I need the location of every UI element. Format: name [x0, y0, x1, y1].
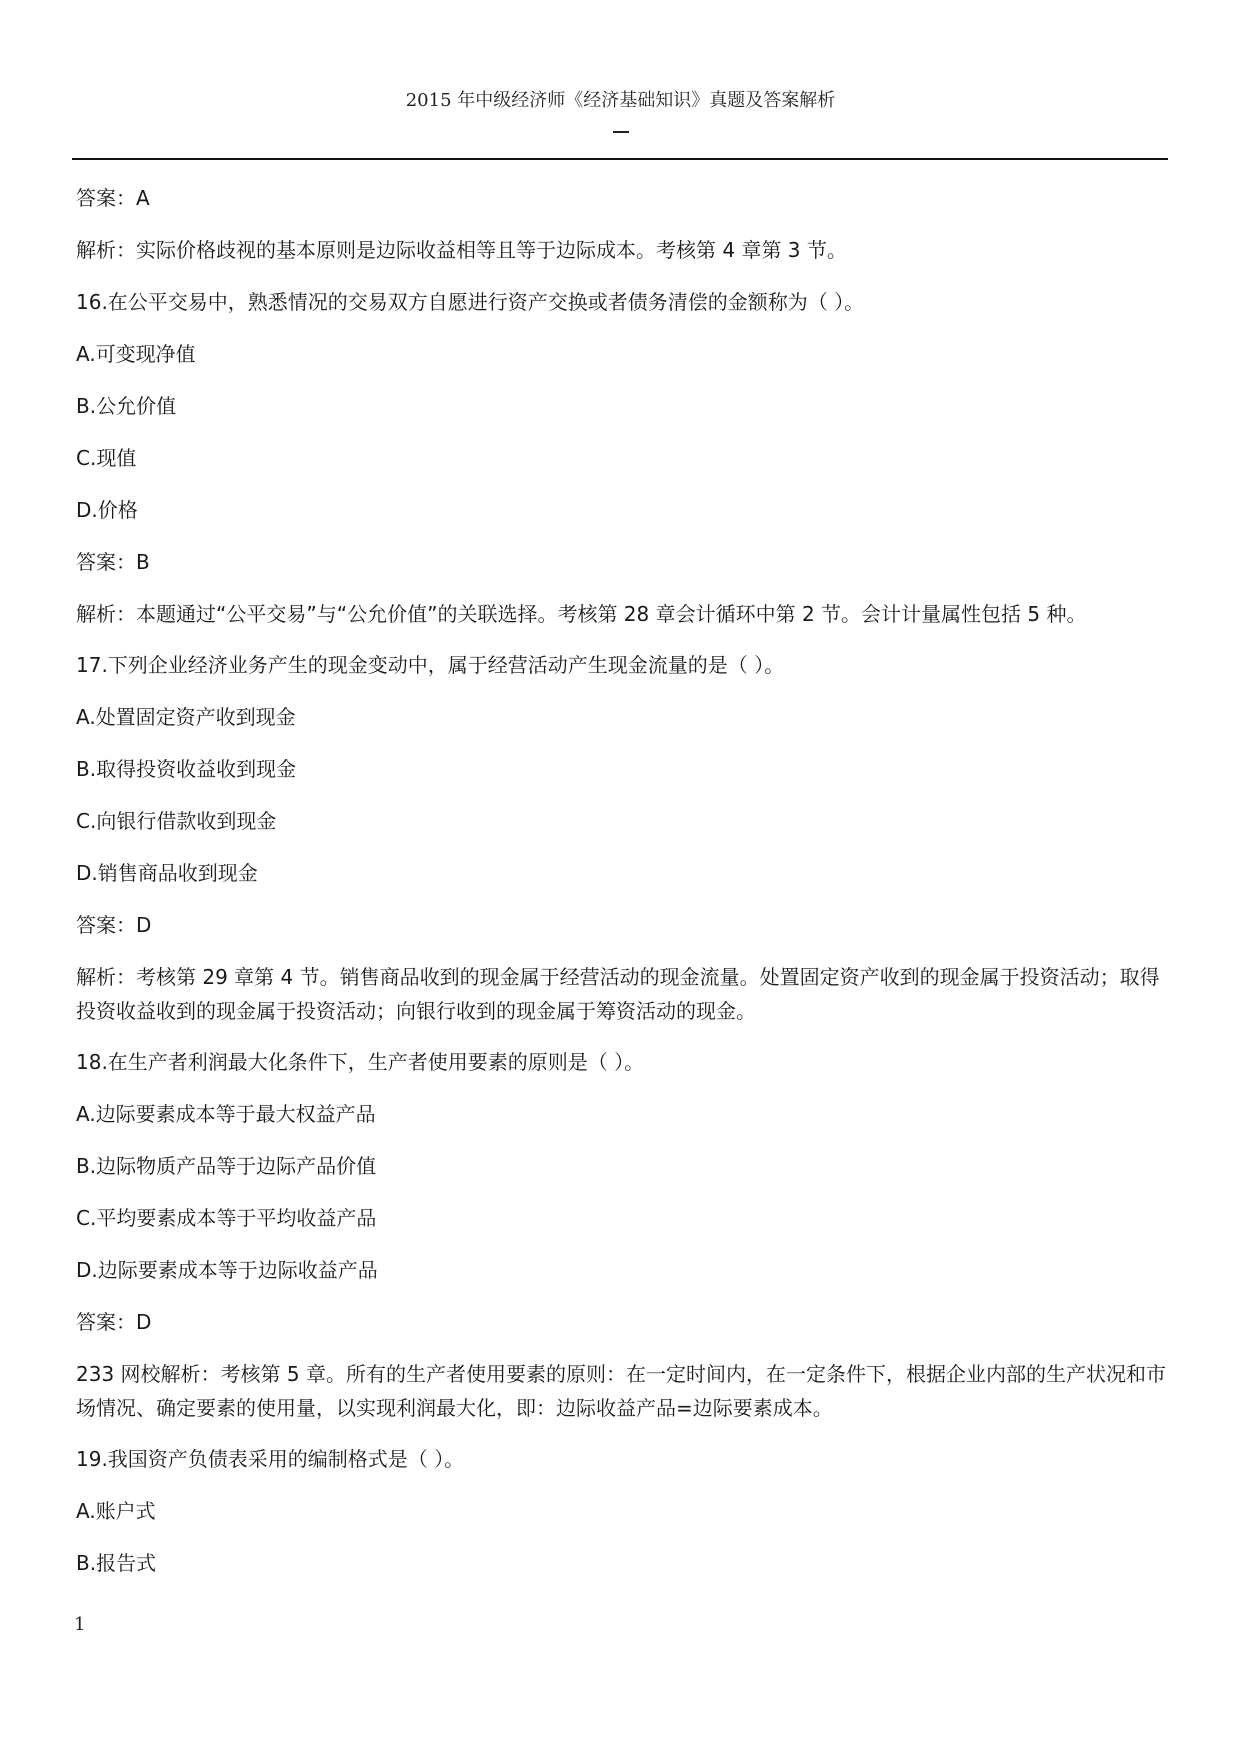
page-number: 1: [74, 1614, 86, 1635]
analysis-17: 解析：考核第 29 章第 4 节。销售商品收到的现金属于经营活动的现金流量。处置固定资产收到的现金属于投资活动；取得投资收益收到的现金属于投资活动；向银行收到的现金属于筹资活动的现金。: [76, 965, 1160, 1023]
answer-15: 答案：A: [76, 186, 150, 210]
option-16-d: D.价格: [76, 498, 138, 522]
option-18-d: D.边际要素成本等于边际收益产品: [76, 1258, 378, 1282]
analysis-18: 233 网校解析：考核第 5 章。所有的生产者使用要素的原则：在一定时间内，在一定条件下，根据企业内部的生产状况和市场情况、确定要素的使用量，以实现利润最大化，即：边际收益产品=边际要素成本。: [76, 1362, 1166, 1420]
answer-18: 答案：D: [76, 1310, 152, 1334]
option-18-a: A.边际要素成本等于最大权益产品: [76, 1102, 376, 1126]
analysis-16: 解析：本题通过“公平交易”与“公允价值”的关联选择。考核第 28 章会计循环中第 2 节。会计计量属性包括 5 种。: [76, 602, 1087, 626]
option-18-b: B.边际物质产品等于边际产品价值: [76, 1154, 377, 1178]
answer-16: 答案：B: [76, 550, 150, 574]
option-16-c: C.现值: [76, 446, 137, 470]
header-divider: [72, 158, 1168, 160]
document-body: [76, 181, 1168, 1598]
question-17: 17.下列企业经济业务产生的现金变动中，属于经营活动产生现金流量的是（ ）。: [76, 653, 785, 677]
option-17-a: A.处置固定资产收到现金: [76, 705, 296, 729]
option-16-b: B.公允价值: [76, 394, 177, 418]
option-18-c: C.平均要素成本等于平均收益产品: [76, 1206, 377, 1230]
question-19: 19.我国资产负债表采用的编制格式是（ ）。: [76, 1447, 465, 1471]
option-19-a: A.账户式: [76, 1499, 156, 1523]
question-18: 18.在生产者利润最大化条件下，生产者使用要素的原则是（ ）。: [76, 1050, 645, 1074]
page-header-title: 2015 年中级经济师《经济基础知识》真题及答案解析: [405, 90, 836, 111]
option-16-a: A.可变现净值: [76, 342, 196, 366]
option-17-c: C.向银行借款收到现金: [76, 809, 277, 833]
answer-17: 答案：D: [76, 913, 152, 937]
analysis-15: 解析：实际价格歧视的基本原则是边际收益相等且等于边际成本。考核第 4 章第 3 节。: [76, 238, 847, 262]
option-19-b: B.报告式: [76, 1551, 157, 1575]
header-mark: [613, 131, 629, 133]
option-17-b: B.取得投资收益收到现金: [76, 757, 297, 781]
question-16: 16.在公平交易中，熟悉情况的交易双方自愿进行资产交换或者债务清偿的金额称为（ ）。: [76, 290, 865, 314]
option-17-d: D.销售商品收到现金: [76, 861, 258, 885]
